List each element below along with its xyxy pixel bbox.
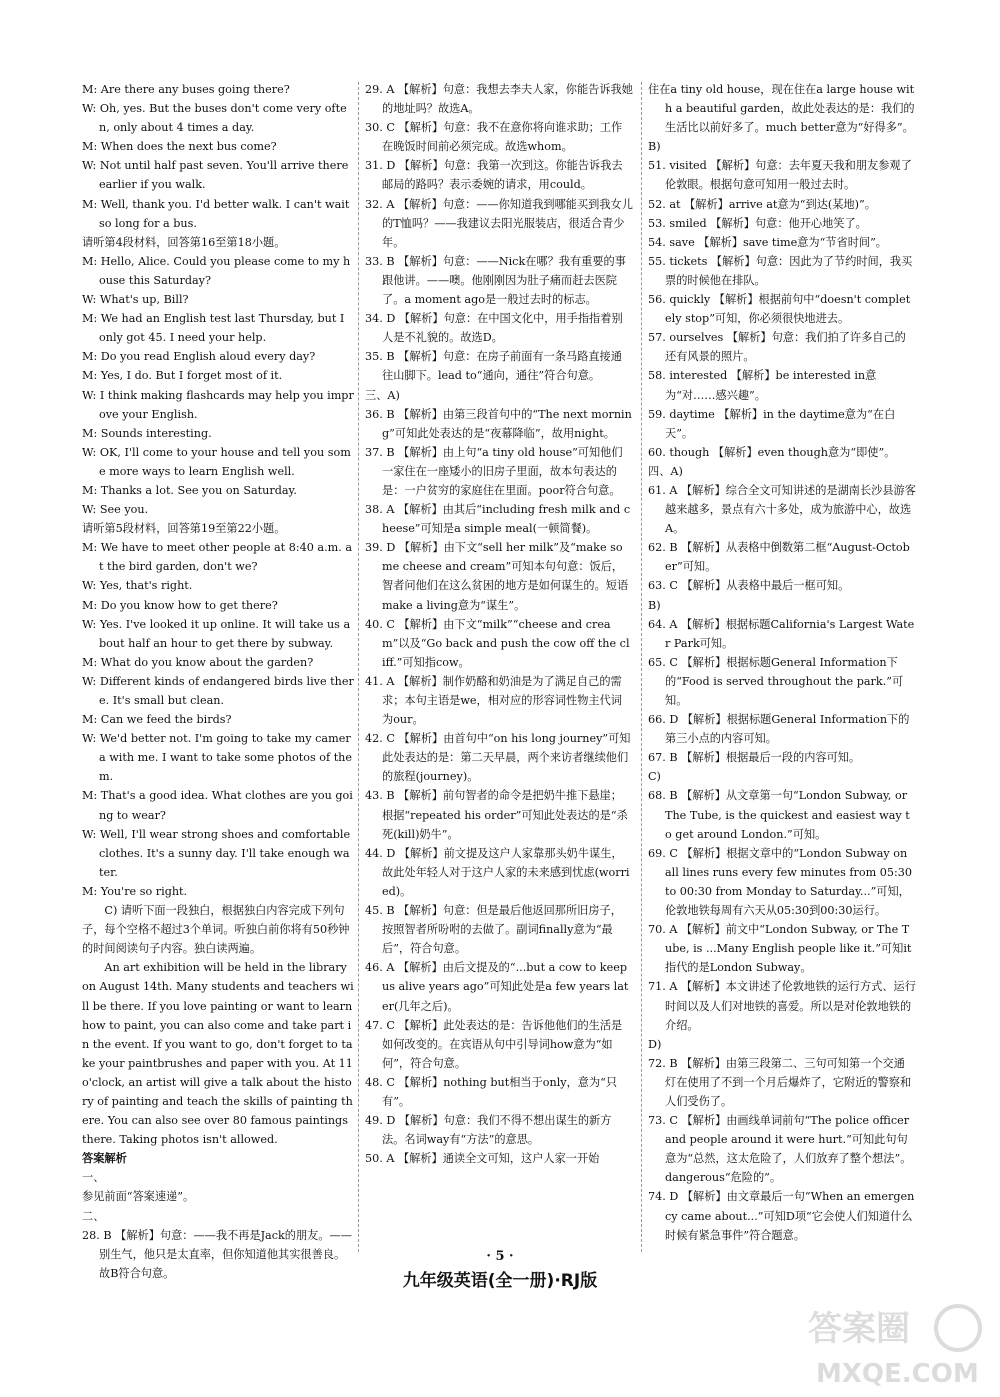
text-line: W: What's up, Bill? — [82, 293, 189, 307]
text-line: 67. B 【解析】根据最后一段的内容可知。 — [648, 751, 861, 765]
column-divider — [358, 82, 359, 1252]
text-line: 31. D 【解析】句意：我第一次到这。你能告诉我去邮局的路吗？表示委婉的请求，用could。 — [365, 159, 623, 192]
text-line: 66. D 【解析】根据标题General Information下的第三小点的内容可知。 — [648, 713, 910, 746]
text-line: B) — [648, 598, 661, 612]
book-title: 九年级英语(全一册)·RJ版 — [402, 1271, 598, 1291]
text-line: 30. C 【解析】句意：我不在意你将向谁求助；工作在晚饭时间前必须完成。故选whom。 — [365, 121, 623, 154]
text-line: 43. B 【解析】前句智者的命令是把奶牛推下悬崖；根据“repeated his order”可知此处表达的是“杀死(kill)奶牛”。 — [365, 789, 628, 841]
text-line: 答案解析 — [82, 1151, 127, 1166]
text-line: W: Yes, that's right. — [82, 579, 193, 593]
column-divider — [641, 82, 642, 1252]
text-line: 51. visited 【解析】句意：去年夏天我和朋友参观了伦敦眼。根据句意可知用一般过去时。 — [648, 159, 912, 192]
text-line: 65. C 【解析】根据标题General Information下的“Food is served throughout the park.”可知。 — [648, 655, 904, 707]
column-right — [648, 80, 916, 1245]
text-line: 40. C 【解析】由下文“milk”“cheese and cream”以及“Go back and push the cow off the cliff.”可知指cow。 — [365, 617, 630, 669]
text-line: M: Sounds interesting. — [82, 426, 212, 440]
text-line: 71. A 【解析】本文讲述了伦敦地铁的运行方式、运行时间以及人们对地铁的喜爱。所以是对伦敦地铁的介绍。 — [648, 980, 916, 1032]
text-line: 47. C 【解析】此处表达的是：告诉他他们的生活是如何改变的。在宾语从句中引导词how意为“如何”，符合句意。 — [365, 1018, 623, 1070]
text-line: M: We had an English test last Thursday, but I only got 45. I need your help. — [82, 312, 348, 345]
text-line: 69. C 【解析】根据文章中的“London Subway on all lines runs every few minutes from 05:30 to 00:30 from Monday to Saturday...”可知，伦敦地铁每周有六天从05:30到00:30运行。 — [648, 846, 916, 918]
text-line: 46. A 【解析】由后文提及的“...but a cow to keep us alive years ago”可知此处是a few years later(几年之后)。 — [365, 961, 631, 1013]
text-line: 48. C 【解析】nothing but相当于only，意为“只有”。 — [365, 1075, 618, 1108]
text-line: M: Well, thank you. I'd better walk. I can't wait so long for a bus. — [82, 197, 353, 230]
text-line: 72. B 【解析】由第三段第二、三句可知第一个交通灯在使用了不到一个月后爆炸了，它附近的警察和人们受伤了。 — [648, 1056, 912, 1108]
text-line: M: Do you read English aloud every day? — [82, 350, 316, 364]
text-line: 70. A 【解析】前文中“London Subway, or The Tube, is ...Many English people like it.”可知it指代的是London Subway。 — [648, 923, 912, 975]
text-line: C) 请听下面一段独白，根据独白内容完成下列句子，每个空格不超过3个单词。听独白前你将有50秒钟的时间阅读句子内容。独白读两遍。 — [82, 904, 350, 956]
text-line: 请听第4段材料，回答第16至第18小题。 — [82, 235, 286, 249]
text-line: 41. A 【解析】制作奶酪和奶油是为了满足自己的需求；本句主语是we，相对应的形容词性物主代词为our。 — [365, 674, 622, 727]
text-line: 参见前面“答案速递”。 — [82, 1190, 195, 1204]
text-line: 28. B 【解析】句意：——我不再是Jack的朋友。——别生气，他只是太直率，但你知道他其实很善良。故B符合句意。 — [82, 1228, 352, 1280]
page-number: · 5 · — [486, 1249, 514, 1264]
text-line: W: Different kinds of endangered birds live there. It's small but clean. — [82, 674, 354, 707]
text-line: 一、 — [82, 1171, 105, 1185]
text-line: 73. C 【解析】由画线单词前句“The police officer and people around it were hurt.”可知此句句意为“总然，这太危险了，人们放弃了整个想法”。dangerous“危险的”。 — [648, 1114, 913, 1185]
text-line: M: What do you know about the garden? — [82, 655, 314, 669]
text-line: 29. A 【解析】句意：我想去李夫人家，你能告诉我她的地址吗？故选A。 — [365, 83, 633, 116]
text-line: M: When does the next bus come? — [82, 140, 277, 154]
text-line: 63. C 【解析】从表格中最后一框可知。 — [648, 579, 850, 593]
text-line: 53. smiled 【解析】句意：他开心地笑了。 — [648, 216, 867, 230]
text-line: M: Hello, Alice. Could you please come to my house this Saturday? — [82, 254, 351, 287]
text-line: W: See you. — [82, 503, 149, 517]
text-line: 四、A) — [648, 464, 683, 478]
text-line: 42. C 【解析】由首句中“on his long journey”可知此处表达的是：第二天早晨，两个来访者继续他们的旅程(journey)。 — [365, 732, 631, 784]
text-line: 52. at 【解析】arrive at意为“到达(某地)”。 — [648, 197, 876, 211]
watermark-text-bottom: MXQE.COM — [816, 1359, 979, 1389]
column-left — [82, 80, 357, 1283]
text-line: 44. D 【解析】前文提及这户人家靠那头奶牛谋生，故此处年轻人对于这户人家的未来感到忧虑(worried)。 — [365, 846, 630, 898]
text-line: 住在a tiny old house，现在住在a large house with a beautiful garden，故此处表达的是：我们的生活比以前好多了。much better意为“好得多”。 — [648, 83, 915, 135]
text-line: 68. B 【解析】从文章第一句“London Subway, or The Tube, is the quickest and easiest way to get around London.”可知。 — [648, 789, 911, 841]
text-line: 38. A 【解析】由其后“including fresh milk and cheese”可知是a simple meal(一顿简餐)。 — [365, 503, 631, 536]
text-line: B) — [648, 140, 661, 154]
text-line: W: We'd better not. I'm going to take my camera with me. I want to take some photos of them. — [82, 732, 353, 784]
text-line: 55. tickets 【解析】句意：因此为了节约时间，我买票的时候他在排队。 — [648, 254, 913, 287]
text-line: M: We have to meet other people at 8:40 a.m. at the bird garden, don't we? — [82, 541, 353, 574]
text-line: 59. daytime 【解析】in the daytime意为“在白天”。 — [648, 407, 896, 440]
text-line: 二、 — [82, 1209, 105, 1223]
text-line: 49. D 【解析】句意：我们不得不想出谋生的新方法。名词way有“方法”的意思。 — [365, 1114, 612, 1147]
text-line: W: I think making flashcards may help you improve your English. — [82, 388, 354, 421]
text-line: 三、A) — [365, 388, 400, 402]
text-line: W: Yes. I've looked it up online. It will take us about half an hour to get there by subway. — [82, 617, 351, 650]
text-line: W: Well, I'll wear strong shoes and comfortable clothes. It's a sunny day. I'll take enough water. — [82, 827, 354, 879]
text-line: 37. B 【解析】由上句“a tiny old house”可知他们一家住在一座矮小的旧房子里面，故本句表达的是：一户贫穷的家庭住在里面。poor符合句意。 — [365, 445, 623, 497]
watermark-logo — [808, 1300, 983, 1390]
text-line: 32. A 【解析】句意：——你知道我到哪能买到我女儿的T恤吗？——我建议去阳光服装店，很适合青少年。 — [365, 197, 633, 249]
text-line: W: Not until half past seven. You'll arrive there earlier if you walk. — [82, 159, 352, 192]
text-line: 58. interested 【解析】be interested in意为“对……感兴趣”。 — [648, 369, 877, 402]
text-line: 45. B 【解析】句意：但是最后他返回那所旧房子，按照智者所吩咐的去做了。副词finally意为“最后”，符合句意。 — [365, 904, 622, 956]
text-line: 57. ourselves 【解析】句意：我们拍了许多自己的还有风景的照片。 — [648, 331, 906, 364]
text-line: M: Yes, I do. But I forget most of it. — [82, 369, 283, 383]
text-line: 61. A 【解析】综合全文可知讲述的是湖南长沙县游客越来越多，景点有六十多处，成为旅游中心，故选A。 — [648, 483, 916, 536]
text-line: 35. B 【解析】句意：在房子前面有一条马路直接通往山脚下。lead to“通向，通往”符合句意。 — [365, 350, 622, 383]
watermark-text-top: 答案圈 — [808, 1309, 910, 1349]
text-line: W: Oh, yes. But the buses don't come very often, only about 4 times a day. — [82, 102, 347, 135]
text-line: 60. though 【解析】even though意为“即使”。 — [648, 445, 896, 459]
text-line: M: Can we feed the birds? — [82, 713, 232, 727]
text-line: M: You're so right. — [82, 884, 188, 898]
text-line: W: OK, I'll come to your house and tell you some more ways to learn English well. — [82, 445, 351, 478]
text-line: M: Do you know how to get there? — [82, 598, 278, 612]
text-line: C) — [648, 770, 661, 784]
text-line: 39. D 【解析】由下文“sell her milk”及“make some cheese and cream”可知本句句意：饭后，智者问他们在这么贫困的地方是如何谋生的。短语make a living意为“谋生”。 — [365, 541, 629, 612]
text-line: 33. B 【解析】句意：——Nick在哪？我有重要的事跟他讲。——噢。他刚刚因为肚子痛而赶去医院了。a moment ago是一般过去时的标志。 — [365, 254, 626, 307]
text-line: M: That's a good idea. What clothes are you going to wear? — [82, 789, 353, 822]
text-line: 54. save 【解析】save time意为“节省时间”。 — [648, 235, 887, 249]
text-line: M: Are there any buses going there? — [82, 83, 290, 96]
column-middle — [365, 80, 633, 1168]
text-line: 64. A 【解析】根据标题California's Largest Water Park可知。 — [648, 617, 915, 650]
text-line: 74. D 【解析】由文章最后一句“When an emergency came about...”可知D项“它会使人们知道什么时候有紧急事件”符合题意。 — [648, 1190, 915, 1242]
text-line: An art exhibition will be held in the library on August 14th. Many students and teachers will be there. If you love painting or want to learn how to paint, you can also come and take part in the event. If you want to go, don't forget to take your paintbrushes and paper with you. At 11 o'clock, an artist will give a talk about the history of painting and teach the skills of painting there. You can also see over 80 famous paintings there. Taking photos isn't allowed. — [82, 961, 357, 1147]
text-line: 36. B 【解析】由第三段首句中的“The next morning”可知此处表达的是“夜幕降临”，故用night。 — [365, 407, 632, 440]
text-line: 50. A 【解析】通读全文可知，这户人家一开始 — [365, 1152, 600, 1166]
text-line: 34. D 【解析】句意：在中国文化中，用手指指着别人是不礼貌的。故选D。 — [365, 312, 623, 345]
text-line: M: Thanks a lot. See you on Saturday. — [82, 483, 297, 497]
text-line: 62. B 【解析】从表格中倒数第二框“August-October”可知。 — [648, 541, 910, 574]
text-line: 56. quickly 【解析】根据前句中“doesn't completely stop”可知，你必须很快地进去。 — [648, 293, 911, 326]
text-line: D) — [648, 1037, 662, 1051]
text-line: 请听第5段材料，回答第19至第22小题。 — [82, 522, 286, 536]
